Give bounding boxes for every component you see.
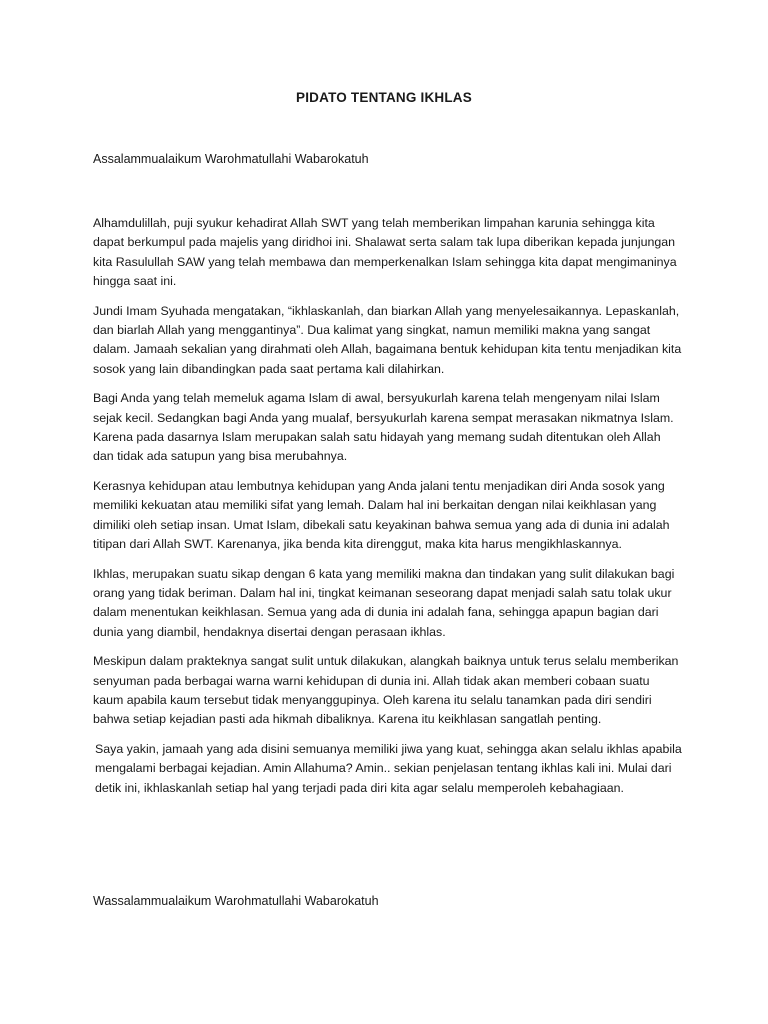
closing-greeting: Wassalammualaikum Warohmatullahi Wabarokatuh — [93, 894, 379, 908]
speech-body — [93, 214, 683, 809]
paragraph-4: Kerasnya kehidupan atau lembutnya kehidupan yang Anda jalani tentu menjadikan diri Anda sosok yang memiliki kekuatan atau memiliki sifat yang lemah. Dalam hal ini berkaitan dengan nilai keikhlasan yang dimiliki oleh setiap insan. Umat Islam, dibekali satu keyakinan bahwa semua yang ada di dunia ini adalah titipan dari Allah SWT. Karenanya, jika benda kita direnggut, maka kita harus mengikhlaskannya. — [93, 479, 670, 551]
paragraph-7: Saya yakin, jamaah yang ada disini semuanya memiliki jiwa yang kuat, sehingga akan selalu ikhlas apabila mengalami berbagai kejadian. Amin Allahuma? Amin.. sekian penjelasan tentang ikhlas kali ini. Mulai dari detik ini, ikhlaskanlah setiap hal yang terjadi pada diri kita agar selalu memperoleh kebahagiaan. — [95, 742, 682, 795]
paragraph-5: Ikhlas, merupakan suatu sikap dengan 6 kata yang memiliki makna dan tindakan yang sulit dilakukan bagi orang yang tidak beriman. Dalam hal ini, tingkat keimanan seseorang dapat menjadi salah satu tolak ukur dalam menentukan keikhlasan. Semua yang ada di dunia ini adalah fana, sehingga apapun bagian dari dunia yang diambil, hendaknya disertai dengan perasaan ikhlas. — [93, 566, 675, 639]
document-title: PIDATO TENTANG IKHLAS — [296, 90, 472, 105]
opening-greeting: Assalammualaikum Warohmatullahi Wabarokatuh — [93, 152, 369, 166]
paragraph-2: Jundi Imam Syuhada mengatakan, “ikhlaskanlah, dan biarkan Allah yang menyelesaikannya. Lepaskanlah, dan biarlah Allah yang menggantinya”. Dua kalimat yang singkat, namun memiliki makna yang sangat dalam. Jamaah sekalian yang dirahmati oleh Allah, bagaimana bentuk kehidupan kita tentu menjadikan kita sosok yang lain dibandingkan pada saat pertama kali dilahirkan. — [93, 303, 682, 376]
paragraph-6: Meskipun dalam prakteknya sangat sulit untuk dilakukan, alangkah baiknya untuk terus selalu memberikan senyuman pada berbagai warna warni kehidupan di dunia ini. Allah tidak akan memberi cobaan suatu kaum apabila kaum tersebut tidak menyanggupinya. Oleh karena itu selalu tanamkan pada diri sendiri bahwa setiap kejadian pasti ada hikmah dibaliknya. Karena itu keikhlasan sangatlah penting. — [93, 654, 679, 727]
paragraph-1: Alhamdulillah, puji syukur kehadirat Allah SWT yang telah memberikan limpahan karunia sehingga kita dapat berkumpul pada majelis yang diridhoi ini. Shalawat serta salam tak lupa diberikan kepada junjungan kita Rasulullah SAW yang telah membawa dan memperkenalkan Islam sehingga kita dapat mengimaninya hingga saat ini. — [93, 216, 677, 288]
paragraph-3: Bagi Anda yang telah memeluk agama Islam di awal, bersyukurlah karena telah mengenyam nilai Islam sejak kecil. Sedangkan bagi Anda yang mualaf, bersyukurlah karena sempat merasakan nikmatnya Islam. Karena pada dasarnya Islam merupakan salah satu hidayah yang memang sudah ditentukan oleh Allah dan tidak ada satupun yang bisa merubahnya. — [93, 391, 674, 464]
